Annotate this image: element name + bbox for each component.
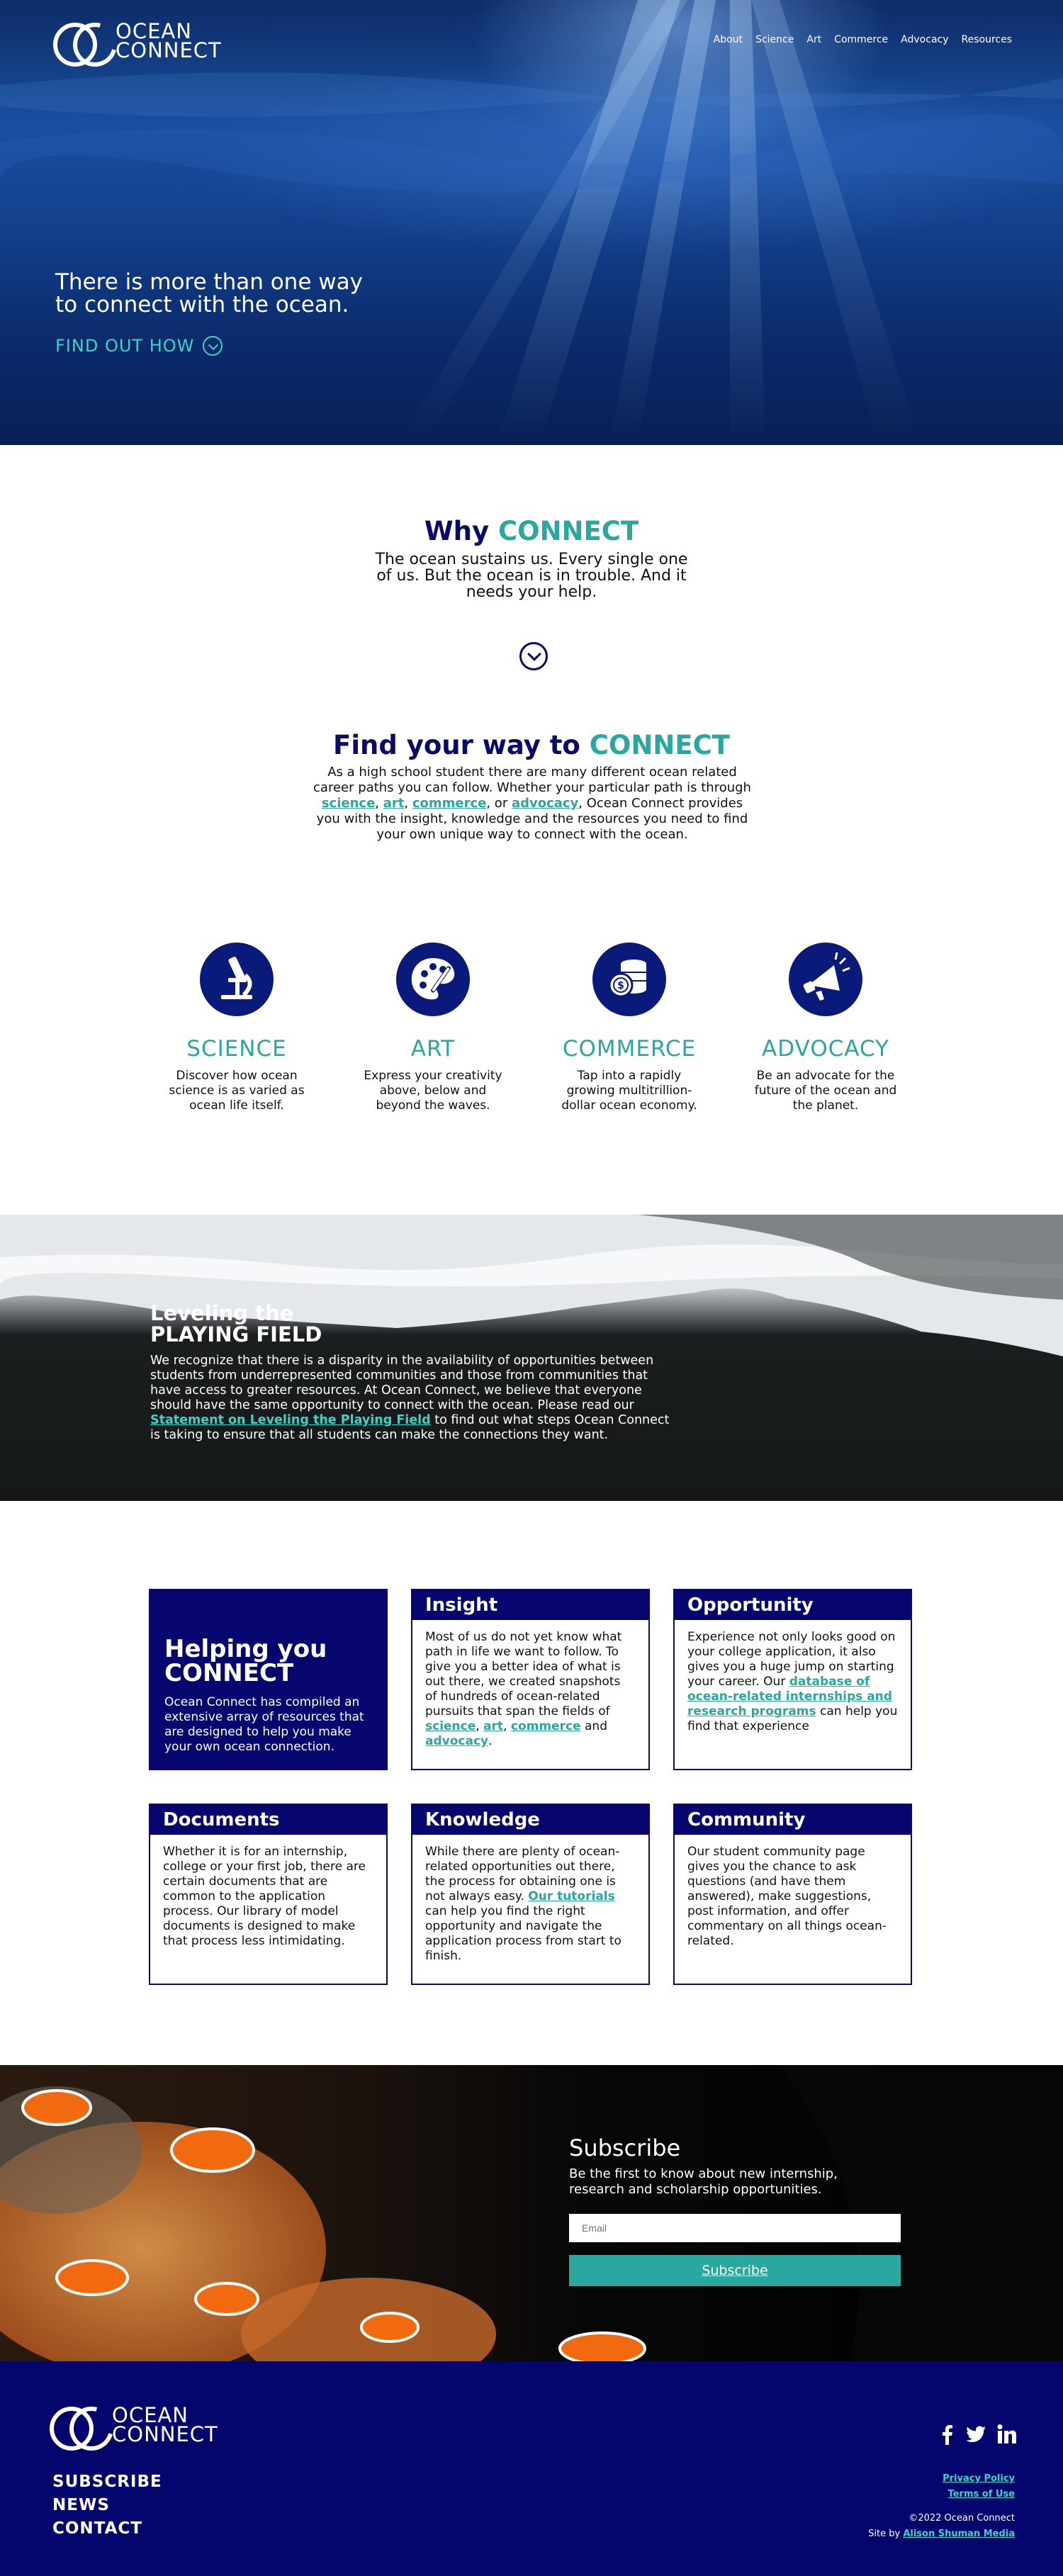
insight-link-art[interactable]: art xyxy=(483,1719,504,1733)
leveling-body xyxy=(150,1354,678,1443)
hero-headline xyxy=(55,271,363,316)
find-link-art[interactable]: art xyxy=(383,796,405,811)
helping-title xyxy=(164,1637,327,1685)
footer-links xyxy=(52,2470,162,2541)
leveling-body-1: We recognize that there is a disparity in the availability of opportunities between students from underrepresented communities and those from communities that have access to greater resources. At Ocean Connect, we believe that everyone should have the same opportunity to connect with the ocean. Please read our xyxy=(150,1354,654,1412)
oc-rings-logo-icon xyxy=(53,21,111,61)
oc-rings-logo-icon xyxy=(50,2405,108,2445)
why-title-b: CONNECT xyxy=(497,516,639,546)
path-art-desc: Express your creativity above, below and beyond the waves. xyxy=(364,1069,502,1113)
knowledge-body-2: can help you find the right opportunity and navigate the application process from start to finish. xyxy=(425,1904,622,1963)
site-credit-link[interactable]: Alison Shuman Media xyxy=(903,2529,1015,2539)
microscope-icon xyxy=(200,943,274,1016)
nav-science[interactable]: Science xyxy=(755,34,794,45)
insight-sep-4: . xyxy=(488,1734,493,1748)
palette-icon xyxy=(396,943,470,1016)
hero-line-1: There is more than one way xyxy=(55,269,363,295)
footer-link-subscribe[interactable]: SUBSCRIBE xyxy=(52,2473,162,2491)
tutorials-link[interactable]: Our tutorials xyxy=(528,1889,615,1903)
site-footer xyxy=(0,2361,1063,2576)
opportunity-card-body xyxy=(675,1620,911,1734)
knowledge-card-title: Knowledge xyxy=(412,1805,648,1835)
subscribe-section xyxy=(0,2065,1063,2361)
nav-advocacy[interactable]: Advocacy xyxy=(901,34,949,45)
path-commerce-title: COMMERCE xyxy=(562,1036,697,1062)
why-connect-body: The ocean sustains us. Every single one of us. But the ocean is in trouble. And it needs your help. xyxy=(375,551,688,601)
path-science-desc: Discover how ocean science is as varied as ocean life itself. xyxy=(169,1069,305,1113)
facebook-icon[interactable] xyxy=(937,2424,958,2445)
site-credit xyxy=(868,2529,1015,2539)
privacy-policy-wrap xyxy=(943,2473,1015,2484)
find-link-advocacy[interactable]: advocacy xyxy=(511,796,579,811)
find-title-a: Find your way to xyxy=(333,730,590,760)
path-science-title: SCIENCE xyxy=(186,1036,287,1062)
find-link-commerce[interactable]: commerce xyxy=(412,796,487,811)
opportunity-card[interactable] xyxy=(673,1589,912,1770)
hero-underwater-background xyxy=(0,0,1063,445)
find-out-how-label: FIND OUT HOW xyxy=(55,336,195,356)
main-nav xyxy=(714,34,1012,45)
documents-card[interactable] xyxy=(149,1804,388,1985)
nav-resources[interactable]: Resources xyxy=(961,34,1012,45)
path-advocacy-title: ADVOCACY xyxy=(762,1036,889,1062)
community-card-title: Community xyxy=(675,1805,911,1835)
find-sep-2: , xyxy=(404,796,412,811)
knowledge-card-body xyxy=(412,1835,648,1964)
find-title-b: CONNECT xyxy=(589,730,730,760)
subscribe-description: Be the first to know about new internship, research and scholarship opportunities. xyxy=(569,2166,838,2197)
footer-link-news[interactable]: NEWS xyxy=(52,2496,110,2514)
path-commerce-desc: Tap into a rapidly growing multitrillion-dollar ocean economy. xyxy=(561,1069,697,1113)
chevron-down-circle-icon xyxy=(203,336,223,356)
privacy-policy-link[interactable]: Privacy Policy xyxy=(943,2473,1015,2484)
logo-line-1: OCEAN xyxy=(116,19,192,43)
find-out-how-link[interactable] xyxy=(55,336,223,356)
path-commerce[interactable] xyxy=(544,943,714,1113)
opportunity-body-1: Experience not only looks good on your college application, it also gives you a huge jump on starting your career. Our xyxy=(687,1630,896,1689)
why-title-a: Why xyxy=(424,516,498,546)
insight-link-advocacy[interactable]: advocacy xyxy=(425,1734,489,1748)
insight-sep-3: and xyxy=(580,1719,607,1733)
insight-card[interactable] xyxy=(411,1589,650,1770)
find-sep-1: , xyxy=(375,796,383,811)
path-art[interactable] xyxy=(348,943,518,1113)
hero-line-2: to connect with the ocean. xyxy=(55,292,349,317)
terms-of-use-link[interactable]: Terms of Use xyxy=(947,2489,1015,2499)
find-body-2: , Ocean Connect provides you with the insight, knowledge and the resources you need to find your own unique way to connect with the ocean. xyxy=(316,796,748,842)
footer-link-contact[interactable]: CONTACT xyxy=(52,2519,142,2538)
path-art-title: ART xyxy=(410,1036,456,1062)
insight-card-title: Insight xyxy=(412,1590,648,1620)
megaphone-icon xyxy=(789,943,862,1016)
helping-you-connect-card xyxy=(149,1589,388,1770)
find-link-science[interactable]: science xyxy=(321,796,376,811)
find-your-way-body xyxy=(310,765,754,843)
leveling-statement-link[interactable]: Statement on Leveling the Playing Field xyxy=(150,1413,431,1427)
footer-logo[interactable] xyxy=(50,2405,218,2445)
leveling-title-1: Leveling the xyxy=(150,1301,294,1325)
knowledge-card[interactable] xyxy=(411,1804,650,1985)
insight-sep-1: , xyxy=(476,1719,484,1733)
leveling-title-2: PLAYING FIELD xyxy=(150,1322,322,1346)
footer-logo-line-1: OCEAN xyxy=(112,2403,189,2427)
community-card[interactable] xyxy=(673,1804,912,1985)
subscribe-heading: Subscribe xyxy=(569,2135,681,2161)
documents-card-body: Whether it is for an internship, college or your first job, there are certain documents that are common to the application process. Our library of model documents is designed to make that process less intimidating. xyxy=(163,1845,366,1948)
subscribe-button[interactable]: Subscribe xyxy=(569,2255,901,2286)
leveling-heading xyxy=(150,1303,322,1345)
insight-sep-2: , xyxy=(503,1719,511,1733)
email-input[interactable] xyxy=(569,2214,901,2242)
insight-link-commerce[interactable]: commerce xyxy=(510,1719,581,1733)
find-body-1: As a high school student there are many different ocean related career paths you can follow. Whether your particular path is through xyxy=(313,765,751,795)
twitter-icon[interactable] xyxy=(965,2424,986,2445)
terms-of-use-wrap xyxy=(948,2489,1015,2499)
coins-icon xyxy=(592,943,666,1016)
knowledge-body-1: While there are plenty of ocean-related opportunities out there, the process for obtaining one is not always easy. xyxy=(425,1845,620,1903)
nav-about[interactable]: About xyxy=(713,34,743,45)
find-sep-3: , or xyxy=(486,796,512,811)
footer-logo-line-2: CONNECT xyxy=(112,2422,218,2446)
insight-card-body xyxy=(412,1620,648,1749)
insight-body-1: Most of us do not yet know what path in life we want to follow. To give you a better idea of what is out there, we created snapshots of hundreds of ocean-related pursuits that span the fields of xyxy=(425,1630,622,1719)
helping-body: Ocean Connect has compiled an extensive array of resources that are designed to help you make your own ocean connection. xyxy=(164,1695,364,1754)
nav-art[interactable]: Art xyxy=(806,34,822,45)
leveling-body-2: to find out what steps Ocean Connect is taking to ensure that all students can make the connections they want. xyxy=(150,1413,670,1442)
site-credit-prefix: Site by xyxy=(868,2529,904,2539)
documents-card-title: Documents xyxy=(150,1805,386,1835)
helping-title-2: CONNECT xyxy=(164,1659,294,1687)
opportunity-body-2: can help you find that experience xyxy=(687,1704,898,1733)
header-logo[interactable] xyxy=(53,21,222,61)
helping-title-1: Helping you xyxy=(164,1635,327,1663)
logo-line-2: CONNECT xyxy=(116,38,222,62)
svg-text:$: $ xyxy=(617,980,624,991)
opportunity-card-title: Opportunity xyxy=(675,1590,911,1620)
community-card-body: Our student community page gives you the chance to ask questions (and have them answered), make suggestions, post information, and offer commentary on all things ocean-related. xyxy=(687,1845,887,1948)
path-advocacy[interactable] xyxy=(741,943,911,1113)
path-advocacy-desc: Be an advocate for the future of the ocean and the planet. xyxy=(754,1069,897,1113)
nav-commerce[interactable]: Commerce xyxy=(834,34,889,45)
scroll-down-chevron-icon[interactable] xyxy=(519,642,548,670)
find-your-way-heading xyxy=(0,730,1063,760)
linkedin-icon[interactable] xyxy=(996,2424,1018,2445)
internships-database-link[interactable]: database of ocean-related internships and research programs xyxy=(687,1675,892,1719)
hero-section xyxy=(0,0,1063,445)
path-science[interactable] xyxy=(152,943,322,1113)
insight-link-science[interactable]: science xyxy=(425,1719,476,1733)
why-connect-heading xyxy=(0,516,1063,546)
copyright-text: ©2022 Ocean Connect xyxy=(909,2513,1015,2524)
clownfish-anemone-background xyxy=(0,2065,1063,2361)
